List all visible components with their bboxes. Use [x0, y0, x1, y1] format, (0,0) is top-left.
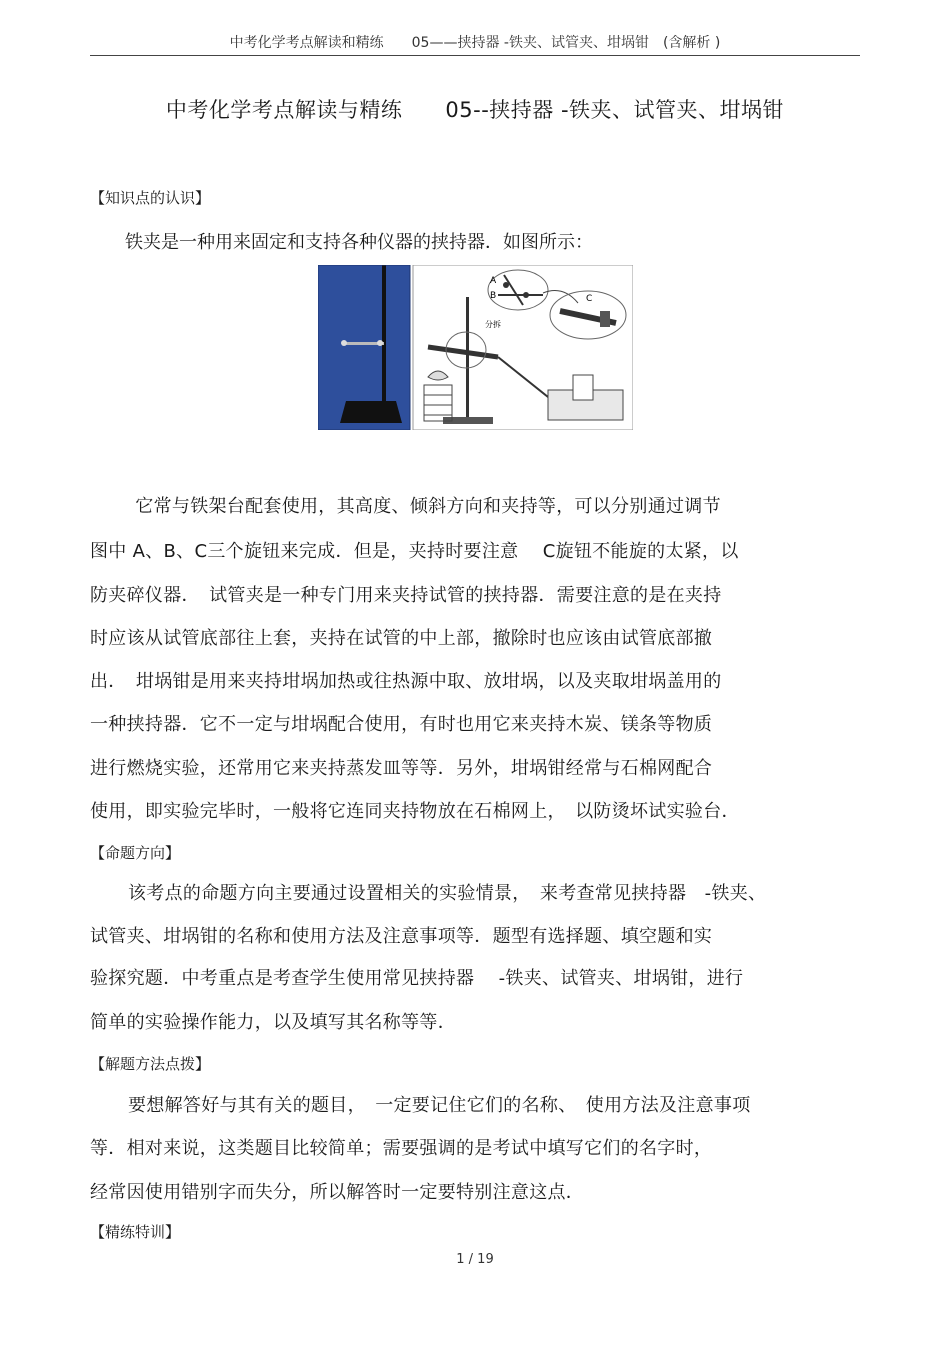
label-a: A	[490, 276, 497, 286]
label-c: C	[586, 294, 593, 304]
section-heading-direction: 【命题方向】	[90, 844, 181, 862]
knowledge-line: 图中 A、B、C三个旋钮来完成．但是，夹持时要注意 C旋钮不能旋的太紧，以	[90, 541, 739, 562]
running-header: 中考化学考点解读和精练 05——挟持器 -铁夹、试管夹、坩埚钳 (含解析 )	[229, 35, 721, 51]
knowledge-line: 一种挟持器．它不一定与坩埚配合使用，有时也用它来夹持木炭、镁条等物质	[90, 714, 713, 735]
intro-paragraph: 铁夹是一种用来固定和支持各种仪器的挟持器．如图所示：	[125, 232, 593, 253]
page-number: 1 / 19	[456, 1252, 494, 1267]
section-heading-training: 【精练特训】	[90, 1223, 181, 1241]
direction-line: 验探究题．中考重点是考查学生使用常见挟持器 -铁夹、试管夹、坩埚钳，进行	[90, 968, 744, 989]
label-b: B	[490, 291, 497, 301]
direction-line: 试管夹、坩埚钳的名称和使用方法及注意事项等．题型有选择题、填空题和实	[90, 926, 713, 947]
section-heading-method: 【解题方法点拨】	[90, 1055, 211, 1073]
method-line: 要想解答好与其有关的题目， 一定要记住它们的名称、 使用方法及注意事项	[128, 1095, 751, 1116]
section-heading-knowledge: 【知识点的认识】	[90, 189, 211, 207]
method-line: 经常因使用错别字而失分，所以解答时一定要特别注意这点．	[90, 1182, 585, 1203]
knowledge-line: 进行燃烧实验，还常用它来夹持蒸发皿等等．另外，坩埚钳经常与石棉网配合	[90, 758, 713, 779]
iron-clamp-figure	[318, 265, 633, 430]
direction-line: 简单的实验操作能力，以及填写其名称等等．	[90, 1012, 456, 1033]
knowledge-line: 它常与铁架台配套使用，其高度、倾斜方向和夹持等，可以分别通过调节	[117, 496, 721, 517]
knowledge-line: 防夹碎仪器． 试管夹是一种专门用来夹持试管的挟持器．需要注意的是在夹持	[90, 585, 722, 606]
document-title: 中考化学考点解读与精练 05--挟持器 -铁夹、试管夹、坩埚钳	[165, 98, 785, 122]
direction-line: 该考点的命题方向主要通过设置相关的实验情景， 来考查常见挟持器 -铁夹、	[128, 883, 767, 904]
header-rule	[90, 55, 860, 56]
knowledge-line: 出． 坩埚钳是用来夹持坩埚加热或往热源中取、放坩埚，以及夹取坩埚盖用的	[90, 671, 722, 692]
method-line: 等．相对来说，这类题目比较简单；需要强调的是考试中填写它们的名字时，	[90, 1138, 713, 1159]
knowledge-line: 使用，即实验完毕时，一般将它连同夹持物放在石棉网上， 以防烫坏试实验台．	[90, 801, 740, 822]
label-detail: 分拆	[485, 320, 501, 329]
knowledge-line: 时应该从试管底部往上套，夹持在试管的中上部，撤除时也应该由试管底部撤	[90, 628, 713, 649]
